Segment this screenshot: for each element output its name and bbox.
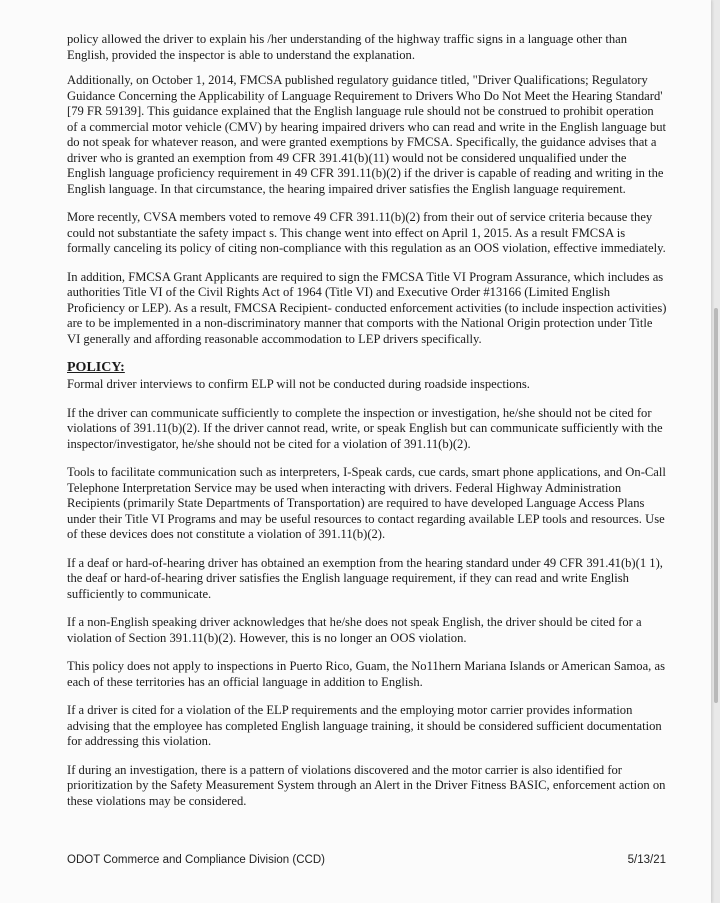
document-body <box>67 32 667 822</box>
page-footer <box>67 854 666 866</box>
paragraph: If a non-English speaking driver acknowledges that he/she does not speak English, the driver should be cited for a violation of Section 391.11(b)(2). However, this is no longer an OOS violation. <box>67 615 642 645</box>
footer-division: ODOT Commerce and Compliance Division (CCD) <box>67 854 325 866</box>
paragraph: policy allowed the driver to explain his /her understanding of the highway traffic signs in a language other than English, provided the inspector is able to understand the explanation. <box>67 32 628 62</box>
paragraph: This policy does not apply to inspections in Puerto Rico, Guam, the No11hern Mariana Islands or American Samoa, as each of these territories has an official language in addition to English. <box>67 659 665 689</box>
paragraph: If a deaf or hard-of-hearing driver has obtained an exemption from the hearing standard under 49 CFR 391.41(b)(1 1), the deaf or hard-of-hearing driver satisfies the English language requirement, if they can read and write English sufficiently to communicate. <box>67 555 663 601</box>
paragraph: Formal driver interviews to confirm ELP will not be conducted during roadside inspections. <box>67 377 530 391</box>
paragraph: If during an investigation, there is a pattern of violations discovered and the motor carrier is also identified for prioritization by the Safety Measurement System through an Alert in the Driver Fitness BASIC, enforcement action on these violations may be considered. <box>67 762 666 808</box>
paragraph: In addition, FMCSA Grant Applicants are required to sign the FMCSA Title VI Program Assurance, which includes as authorities Title VI of the Civil Rights Act of 1964 (Title VI) and Executive Order #13166 (Limited English Proficiency or LEP). As a result, FMCSA Recipient- conducted enforcement activities (to include inspection activities) are to be implemented in a non-discriminatory manner that comports with the National Origin protection under Title VI generally and affording reasonable accommodation to LEP drivers specifically. <box>67 269 667 346</box>
paragraph: Tools to facilitate communication such as interpreters, I-Speak cards, cue cards, smart phone applications, and On-Call Telephone Interpretation Service may be used when interacting with drivers. Federal Highway Administration Recipients (primarily State Departments of Transportation) are required to have developed Language Access Plans under their Title VI Programs and may be useful resources to contact regarding available LEP tools and resources. Use of these devices does not constitute a violation of 391.11(b)(2). <box>67 465 666 541</box>
paragraph: Additionally, on October 1, 2014, FMCSA published regulatory guidance titled, "Driver Qualifications; Regulatory Guidance Concerning the Applicability of Language Requirement to Drivers Who Do Not Meet the Hearing Standard' [79 FR 59139]. This guidance explained that the English language rule should not be construed to prohibit operation of a commercial motor vehicle (CMV) by hearing impaired drivers who can read and write in the English language but do not speak for whatever reason, and were granted exemptions by FMCSA. Specifically, the guidance advises that a driver who is granted an exemption from 49 CFR 391.41(b)(11) would not be considered unqualified under the English language proficiency requirement in 49 CFR 391.11(b)(2) if the driver is capable of reading and writing in the English language. In that circumstance, the hearing impaired driver satisfies the English language requirement. <box>67 73 667 196</box>
paragraph: If a driver is cited for a violation of the ELP requirements and the employing motor carrier provides information advising that the employee has completed English language training, it should be considered sufficient documentation for addressing this violation. <box>67 703 662 748</box>
paragraph: More recently, CVSA members voted to remove 49 CFR 391.11(b)(2) from their out of service criteria because they could not substantiate the safety impact s. This change went into effect on April 1, 2015. As a result FMCSA is formally canceling its policy of citing non-compliance with this regulation as an OOS violation, effective immediately. <box>67 210 666 255</box>
policy-heading: POLICY: <box>67 360 125 375</box>
footer-date: 5/13/21 <box>627 854 666 866</box>
paragraph: If the driver can communicate sufficiently to complete the inspection or investigation, he/she should not be cited for violations of 391.11(b)(2). If the driver cannot read, write, or speak English but can communicate sufficiently with the inspector/investigator, he/she should not be cited for a violation of 391.11(b)(2). <box>67 405 663 451</box>
scroll-indicator[interactable] <box>714 308 718 703</box>
